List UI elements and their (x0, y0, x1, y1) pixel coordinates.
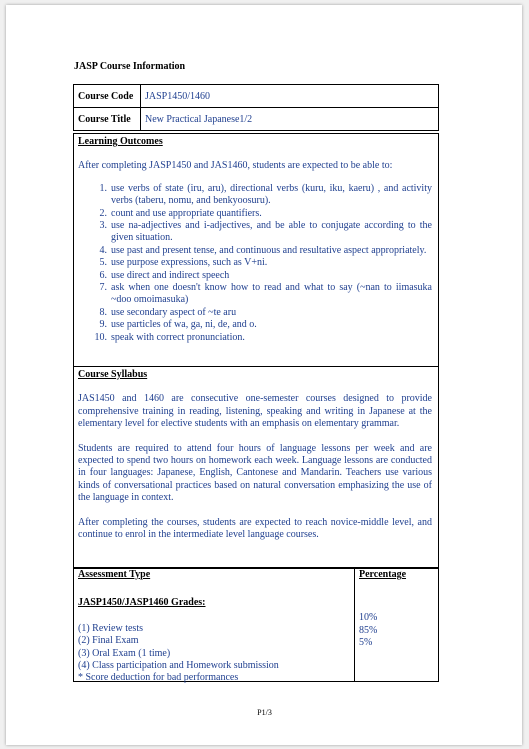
course-meta-table (73, 84, 439, 131)
assessment-item: * Score deduction for bad performances (78, 672, 239, 684)
item-number: 3. (99, 220, 107, 232)
document-title: JASP Course Information (74, 61, 186, 72)
item-number: 9. (99, 319, 107, 331)
list-item (74, 332, 438, 344)
learning-outcomes-heading: Learning Outcomes (78, 136, 163, 147)
percentage-column (354, 569, 439, 681)
item-text: use purpose expressions, such as V+ni. (111, 257, 268, 269)
course-code-row (74, 85, 439, 108)
assessment-item: (4) Class participation and Homework submission (78, 660, 279, 672)
learning-outcomes-intro: After completing JASP1450 and JAS1460, students are expected to be able to: (78, 160, 393, 172)
item-number: 2. (99, 207, 107, 219)
course-title-value: New Practical Japanese1/2 (141, 108, 439, 131)
list-item (74, 319, 438, 331)
item-text: use secondary aspect of ~te aru (111, 306, 237, 318)
item-number: 10. (94, 331, 107, 343)
assessment-items (74, 610, 354, 685)
item-text: use verbs of state (iru, aru), directional verbs (kuru, iku, kaeru) , and activity verbs (taberu, nomu, and benkyoosuru). (111, 182, 432, 207)
course-syllabus-section (73, 366, 439, 568)
item-number: 5. (99, 257, 107, 269)
learning-outcomes-section (73, 133, 439, 367)
assessment-type-heading: Assessment Type (78, 569, 151, 580)
assessment-section (73, 568, 439, 682)
item-number: 4. (99, 244, 107, 256)
item-number: 7. (99, 282, 107, 294)
list-item (74, 270, 438, 282)
assessment-item: (3) Oral Exam (1 time) (78, 647, 171, 659)
item-text: use particles of wa, ga, ni, de, and o. (111, 319, 257, 331)
syllabus-paragraph-1: JAS1450 and 1460 are consecutive one-semester courses designed to provide comprehensive training in reading, listening, speaking and writing in Japanese at the elementary level for elective students with an emphasis on elementary grammar. (78, 393, 432, 430)
item-text: use na-adjectives and i-adjectives, and be able to conjugate according to the given situation. (111, 220, 432, 244)
grades-heading: JASP1450/JASP1460 Grades: (78, 597, 206, 609)
list-item (74, 282, 438, 307)
assessment-item: (1) Review tests (78, 622, 143, 634)
item-text: use past and present tense, and continuous and resultative aspect appropriately. (111, 244, 427, 256)
syllabus-paragraph-3: After completing the courses, students are expected to reach novice-middle level, and continue to enrol in the intermediate level language courses. (78, 516, 432, 541)
item-number: 6. (99, 269, 107, 281)
course-title-label: Course Title (74, 108, 141, 131)
item-text: count and use appropriate quantifiers. (111, 207, 262, 219)
list-item (74, 220, 438, 245)
list-item (74, 245, 438, 257)
percentage-value: 5% (359, 637, 373, 649)
item-text: ask when one doesn't know how to read and what to say (~nan to iimasuka ~doo omoimasuka) (111, 282, 432, 306)
course-title-row (74, 108, 439, 131)
list-item (74, 183, 438, 208)
item-text: use direct and indirect speech (111, 269, 230, 281)
percentage-heading: Percentage (359, 569, 407, 580)
percentage-value: 85% (359, 624, 378, 636)
item-number: 8. (99, 306, 107, 318)
percentage-values (355, 581, 439, 649)
assessment-type-column (74, 569, 354, 684)
list-item (74, 208, 438, 220)
course-syllabus-heading: Course Syllabus (78, 369, 148, 380)
list-item (74, 307, 438, 319)
course-code-label: Course Code (74, 85, 141, 108)
syllabus-paragraph-2: Students are required to attend four hours of language lessons per week and are expected to spend two hours on homework each week. Language lessons are conducted in four languages: Japanese, English, Cantonese and Mandarin. Teachers use various kinds of conversational practices based on natural conversation emphasizing the use of the language in context. (78, 442, 432, 504)
page-number: P1/3 (257, 708, 272, 717)
learning-outcomes-list (74, 183, 438, 344)
item-text: speak with correct pronunciation. (111, 331, 245, 343)
assessment-item: (2) Final Exam (78, 635, 139, 647)
course-code-value: JASP1450/1460 (141, 85, 439, 108)
item-number: 1. (99, 182, 107, 194)
list-item (74, 257, 438, 269)
percentage-value: 10% (359, 612, 378, 624)
